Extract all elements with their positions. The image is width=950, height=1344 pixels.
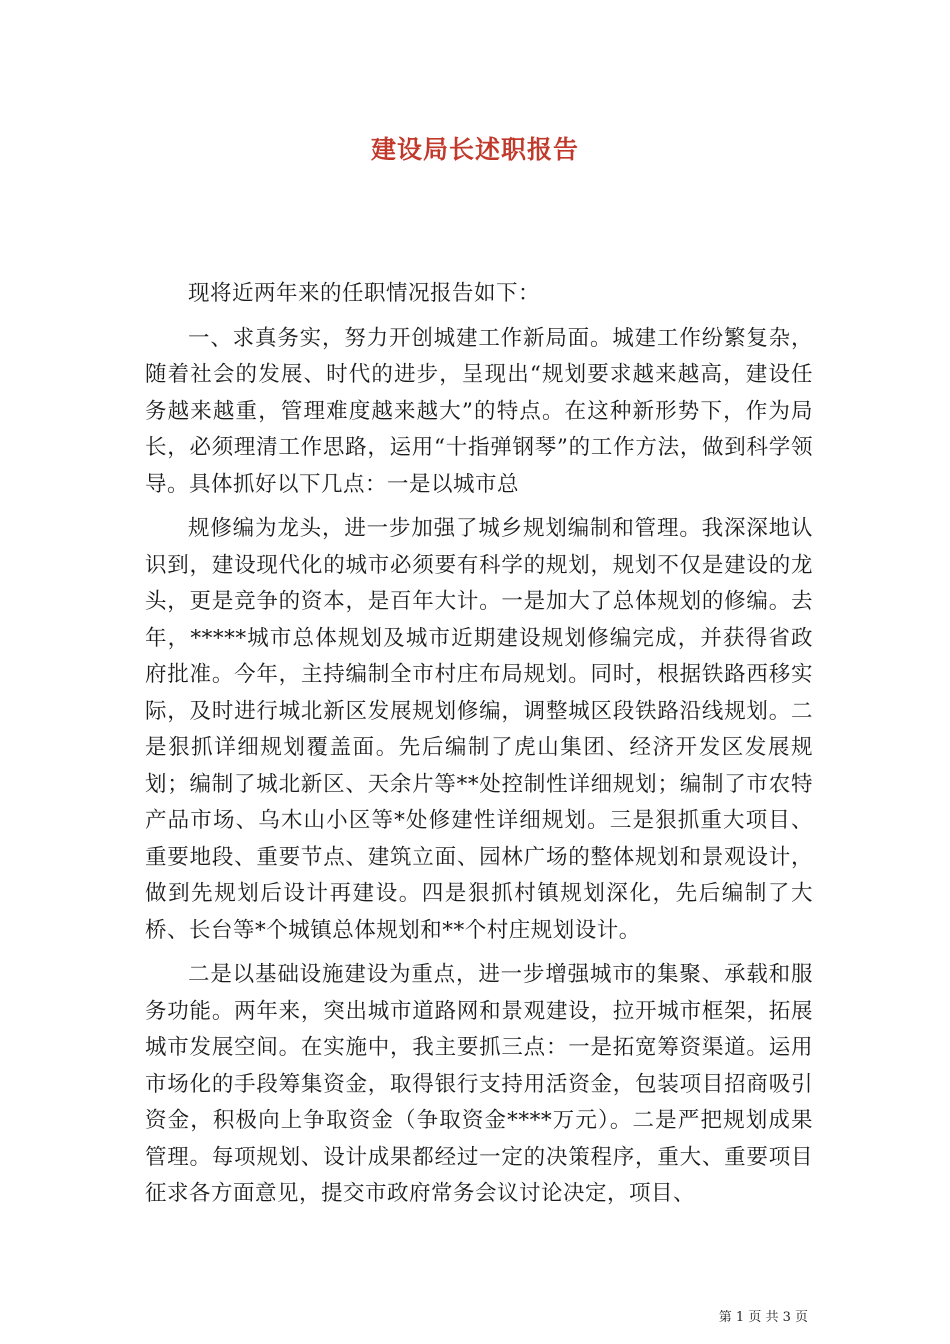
document-body	[145, 276, 813, 1221]
page-number-footer: 第 1 页 共 3 页	[718, 1310, 808, 1325]
paragraph-section-one: 一、求真务实，努力开创城建工作新局面。城建工作纷繁复杂，随着社会的发展、时代的进步，呈现出“规划要求越来越高，建设任务越来越重，管理难度越来越大”的特点。在这种新形势下，作为局长，必须理清工作思路，运用“十指弹钢琴”的工作方法，做到科学领导。具体抓好以下几点：一是以城市总	[145, 325, 813, 497]
paragraph-intro: 现将近两年来的任职情况报告如下：	[188, 281, 541, 306]
paragraph-infrastructure: 二是以基础设施建设为重点，进一步增强城市的集聚、承载和服务功能。两年来，突出城市道路网和景观建设，拉开城市框架，拓展城市发展空间。在实施中，我主要抓三点：一是拓宽筹资渠道。运用市场化的手段筹集资金，取得银行支持用活资金，包装项目招商吸引资金，积极向上争取资金（争取资金****万元）。二是严把规划成果管理。每项规划、设计成果都经过一定的决策程序，重大、重要项目征求各方面意见，提交市政府常务会议讨论决定，项目、	[145, 962, 813, 1206]
paragraph-planning: 规修编为龙头，进一步加强了城乡规划编制和管理。我深深地认识到，建设现代化的城市必须要有科学的规划，规划不仅是建设的龙头，更是竞争的资本，是百年大计。一是加大了总体规划的修编。去年，*****城市总体规划及城市近期建设规划修编完成，并获得省政府批准。今年，主持编制全市村庄布局规划。同时，根据铁路西移实际，及时进行城北新区发展规划修编，调整城区段铁路沿线规划。二是狠抓详细规划覆盖面。先后编制了虎山集团、经济开发区发展规划；编制了城北新区、天余片等**处控制性详细规划；编制了市农特产品市场、乌木山小区等*处修建性详细规划。三是狠抓重大项目、重要地段、重要节点、建筑立面、园林广场的整体规划和景观设计，做到先规划后设计再建设。四是狠抓村镇规划深化，先后编制了大桥、长台等*个城镇总体规划和**个村庄规划设计。	[145, 516, 813, 943]
document-title: 建设局长述职报告	[370, 135, 579, 164]
